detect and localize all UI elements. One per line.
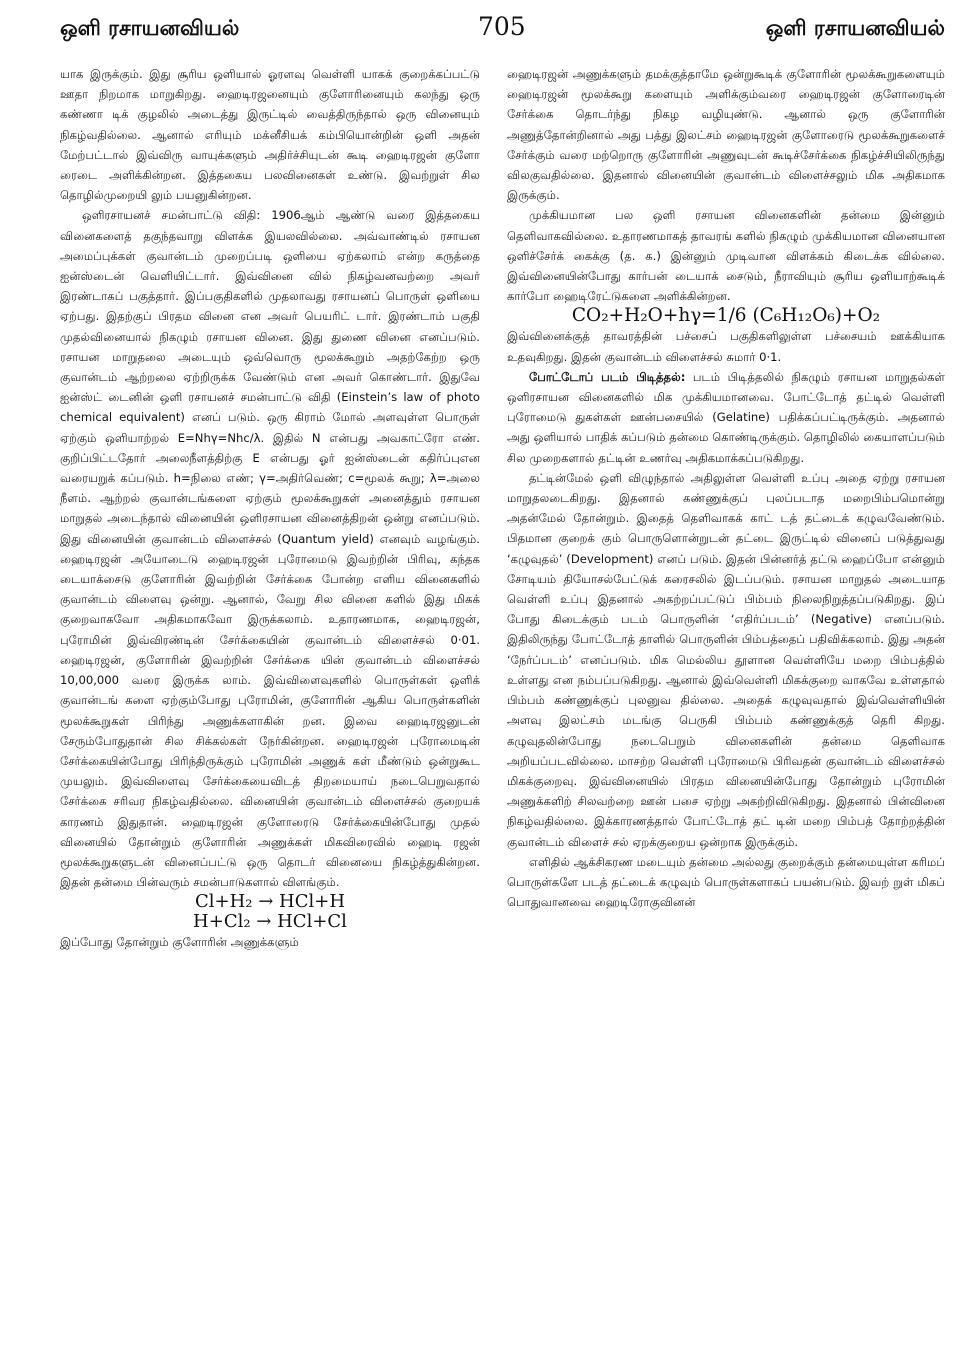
paragraph: இப்போது தோன்றும் குளோரின் அணுக்களும் [60,935,299,950]
paragraph: தட்டின்மேல் ஒளி விழுந்தால் அதிலுள்ள வெள்ளி உப்பு அதை ஏற்று ரசாயன மாறுதலடைகிறது. இதனால் கண்ணுக்குப் புலப்படாத மறைபிம்பமொன்று அதன்மேல் தோன்றும். இதைத் தெளிவாகக் காட் டத் தட்டைக் கழுவவேண்டும். பிதமான குறைக் கும் பொருளொன்றுடன் தட்டை இருட்டில் வினைப் படுத்துவது ‘கழுவுதல்’ (Development) எனப் படும். இதன் பின்னர்த் தட்டு ஹைப்போ என்னும் சோடியம் தியோசல்பேட்டுக் கரைசலில் இடப்படும். ரசாயன மாறுதல் அடையாத வெள்ளி உப்பு இதனால் அகற்றப்பட்டுப் பிம்பம் நிலைநிறுத்தப்படுகிறது. இப் போது கிடைக்கும் படம் பொருளின் ‘எதிர்ப்படம்’ (Negative) எனப்படும். இதிலிருந்து போட்டோத் தாளில் பொருளின் பிம்பத்தைப் பதிவிக்கலாம். இது அதன் ‘நேர்ப்படம்’ எனப்படும். மிக மெல்லிய தூளான வெள்ளியே மறை பிம்பத்தில் உள்ளது என நம்பப்படுகிறது. ஆனால் இவ்வெள்ளி மிகக்குறை வாகவே உள்ளதால் பிம்பம் கண்ணுக்குப் புலனுவ தில்லை. அதைக் கழுவுவதால் இவ்வெள்ளியின் அளவு இலட்சம் மடங்கு பெருகி பிம்பம் கண்ணுக்குத் தெரி கிறது. கழுவுதலின்போது நடைபெறும் வினைகளின் தன்மை தெளிவாக அறியப்படவில்லை. மாசற்ற வெள்ளி புரோமைடு பிரிவதன் குவான்டம் விளைச்சல் மிகக்குறைவு. இவ்வினையில் பிரதம வினையின்போது தோன்றும் புரோமின் அணுக்களிற் சிலவற்றை ஊன் பசை ஏற்று அகற்றிவிடுகிறது. இதனால் பின்வினை நிகழ்வதில்லை. இக்காரணத்தால் போட்டோத் தட் டின் மறை பிம்பத் தோற்றத்தின் குவான்டம் விளைச் சல் ஏறக்குறைய ஒன்றாக இருக்கும். [507,470,945,849]
running-title-right: ஒளி ரசாயனவியல் [765,16,945,40]
page-header [60,10,945,50]
equation: Cl+H₂ → HCl+H [194,891,346,913]
section-heading: போட்டோப் படம் பிடித்தல்: [529,369,686,384]
equation: H+Cl₂ → HCl+Cl [193,911,347,933]
paragraph [507,367,945,468]
running-title-left: ஒளி ரசாயனவியல் [60,16,240,40]
photosynthesis-equation: CO₂+H₂O+hγ=1/6 (C₆H₁₂O₆)+O₂ [571,305,881,327]
paragraph: இவ்வினைக்குத் தாவரத்தின் பச்சைப் பகுதிகளிலுள்ள பச்சையம் ஊக்கியாக உதவுகிறது. இதன் குவான்டம் விளைச்சல் சுமார் 0·1. [507,329,945,364]
paragraph: யாக இருக்கும். இது சூரிய ஒளியால் ஓரளவு வெள்ளி யாகக் குறைக்கப்பட்டு ஊதா நிறமாக மாறுகிறது. ஹைடிரஜனையும் குளோரினையும் கலந்து ஒரு கண்ணா டிக் குழலில் அடைத்து இருட்டில் வைத்திருந்தால் ஒரு வினையும் நிகழ்வதில்லை. ஆனால் எரியும் மக்னீசியக் கம்பியொன்றின் ஒளி அதன் மேற்பட்டால் இவ்விரு வாயுக்களும் அதிர்ச்சியுடன் கூடி ஹைடிரஜன் குளோ ரைடை அளிக்கின்றன. இத்தகைய பலவினைகள் உண்டு. இவற்றுள் சில தொழில்முறையி லும் பயனுகின்றன. [60,67,480,203]
page-number: 705 [478,12,526,41]
paragraph: எளிதில் ஆக்சிகரண மடையும் தன்மை அல்லது குறைக்கும் தன்மையுள்ள கரிமப் பொருள்களே படத் தட்டைக் கழுவும் பொருள்களாகப் பயன்படும். இவற் றுள் மிகப் பொதுவானவை ஹைடிரோகுவினன் [507,854,945,910]
right-column [507,64,945,1356]
paragraph: முக்கியமான பல ஒளி ரசாயன வினைகளின் தன்மை இன்னும் தெளிவாகவில்லை. உதாரணமாகத் தாவரங் களில் நிகழும் முக்கியமான வினையான ஒளிச்சேர்க் கைக்கு (த. க.) இன்னும் முடிவான விளக்கம் கிடைக்க வில்லை. இவ்வினையின்போது கார்பன் டையாக் சைடும், நீராவியும் சூரிய ஒளியாற்கூடிக் கார்போ ஹைடிரேட்டுகளை அளிக்கின்றன. [507,208,945,304]
left-column [60,64,480,1356]
paragraph: ஒளிரசாயனச் சமன்பாட்டு விதி: 1906ஆம் ஆண்டு வரை இத்தகைய வினைகளைத் தகுந்தவாறு விளக்க இயலவில்லை. அவ்வாண்டில் ரசாயன அமைப்புக்கள் குவான்டம் முறைப்படி ஒளியை ஏற்கலாம் என்ற கருத்தை ஐன்ஸ்டைன் வெளியிட்டார். இவ்வினை வில் நிகழ்வனவற்றை அவர் இரண்டாகப் பகுத்தார். இப்பகுதிகளில் முதலாவது ரசாயனப் பொருள் ஒளியை ஏற்பது. இதற்குப் பிரதம வினை என அவர் பெயரிட் டார். இரண்டாம் பகுதி முதல்வினையால் நிகழும் ரசாயன வினை. இது துணை வினை எனப்படும். ரசாயன மாறுதலை அடையும் ஒவ்வொரு மூலக்கூறும் அதற்கேற்ற ஒரு குவான்டம் ஆற்றலை ஏற்றிருக்க வேண்டும் என அவர் கொண்டார். இதுவே ஐன்ஸ்ட் டைனின் ஒளி ரசாயனச் சமன்பாட்டு விதி (Einstein’s law of photo chemical equivalent) எனப் படும். ஒரு கிராம் மோல் அளவுள்ள பொருள் ஏற்கும் ஒளியாற்றல் E=Nhγ=Nhc/λ. இதில் N என்பது அவகாட்ரோ எண். குறிப்பிட்டதோர் அலைநீளத்திற்கு E என்பது ஓர் ஐன்ஸ்டைன் கதிர்ப்புஎன வரையறுக் கப்படும். h=நிலை எண்; γ=அதிர்வெண்; c=மூலக் கூறு; λ=அலை நீளம். ஆற்றல் குவான்டங்களை ஏற்கும் மூலக்கூறுகள் அனைத்தும் ரசாயன மாறுதல் அடைந்தால் வினையின் ஒளிரசாயன வினைத்திறன் ஒன்று எனப்படும். இது வினையின் குவான்டம் விளைச்சல் (Quantum yield) எனவும் வழங்கும். ஹைடிரஜன் அயோடைடு ஹைடிரஜன் புரோமைடு இவற்றின் பிரிவு, கந்தக டையாக்சைடு குளோரின் இவற்றின் சேர்க்கை போன்ற எளிய வினைகளில் குவான்டம் விளைவு ஒன்று. ஆனால், வேறு சில வினை களில் இது மிகக் குறைவாகவோ அதிகமாகவோ இருக்கலாம். உதாரணமாக, ஹைடிரஜன், புரோமின் இவ்விரண்டின் சேர்க்கையின் குவான்டம் விளைச்சல் 0·01. ஹைடிரஜன், குளோரின் இவற்றின் சேர்க்கை யின் குவான்டம் விளைச்சல் 10,00,000 வரை இருக்க லாம். இவ்விளைவுகளில் பொருள்கள் ஒளிக் குவான்டங் களை ஏற்கும்போது புரோமின், குளோரின் ஆகிய பொருள்களின் மூலக்கூறுகள் பிரிந்து அணுக்களாகின் றன. இவை ஹைடிரஜனுடன் சேரும்போதுதான் சில சிக்கல்கள் நேர்கின்றன. ஹைடிரஜன் புரோமைடின் சேர்க்கையின்போது பிரிந்திருக்கும் புரோமின் அணுக் கள் மீண்டும் ஒன்றுகூட முயலும். இவ்விளைவு சேர்க்கையைவிடத் திறமையாய் நடைபெறுவதால் சேர்க்கை சரிவர நிகழ்வதில்லை. வினையின் குவான்டம் விளைச்சல் குறையக் காரணம் இதுதான். ஹைடிரஜன் குளோரைடு சேர்க்கையின்போது முதல் வினையில் தோன்றும் குளோரின் அணுக்கள் மிகவிரைவில் ஹைடி ரஜன் மூலக்கூறுகளுடன் வினைப்பட்டு ஒரு தொடர் வினையை நிகழ்த்துகின்றன. இதன் தன்மை பின்வரும் சமன்பாடுகளால் விளங்கும். [60,208,480,890]
paragraph: ஹைடிரஜன் அணுக்களும் தமக்குத்தாமே ஒன்றுகூடிக் குளோரின் மூலக்கூறுகளையும் ஹைடிரஜன் மூலக்கூறு களையும் அளிக்கும்வரை ஹைடிரஜன் குளோரைடின் சேர்க்கை தொடர்ந்து நிகழ வழியுண்டு. ஆனால் ஒரு குளோரின் அணுத்தோன்றினால் அது பத்து இலட்சம் ஹைடிரஜன் குளோரைடு மூலக்கூறுகளைச் சேர்க்கும் வரை மற்றொரு குளோரின் அணுவுடன் கூடிச்சேர்க்கை நிகழ்ச்சியிலிருந்து விலகுவதில்லை. இதனால் வினையின் குவான்டம் விளைச்சலும் மிக அதிகமாக இருக்கும். [507,67,945,203]
section-text: படம் பிடித்தலில் நிகழும் ரசாயன மாறுதல்கள் ஒளிரசாயன வினைகளில் மிக முக்கியமானவை. போட்டோத் தட்டில் வெள்ளி புரோமைடு துகள்கள் ஊன்பசையில் (Gelatine) பதிக்கப்பட்டிருக்கும். அதனால் அது ஒளியால் பாதிக் கப்படும் தன்மை கொண்டிருக்கும். தொழிலில் கையாளப்படும் சில முறைகளால் தட்டின் உணர்வு அதிகமாக்கப்படுகிறது. [507,369,945,465]
